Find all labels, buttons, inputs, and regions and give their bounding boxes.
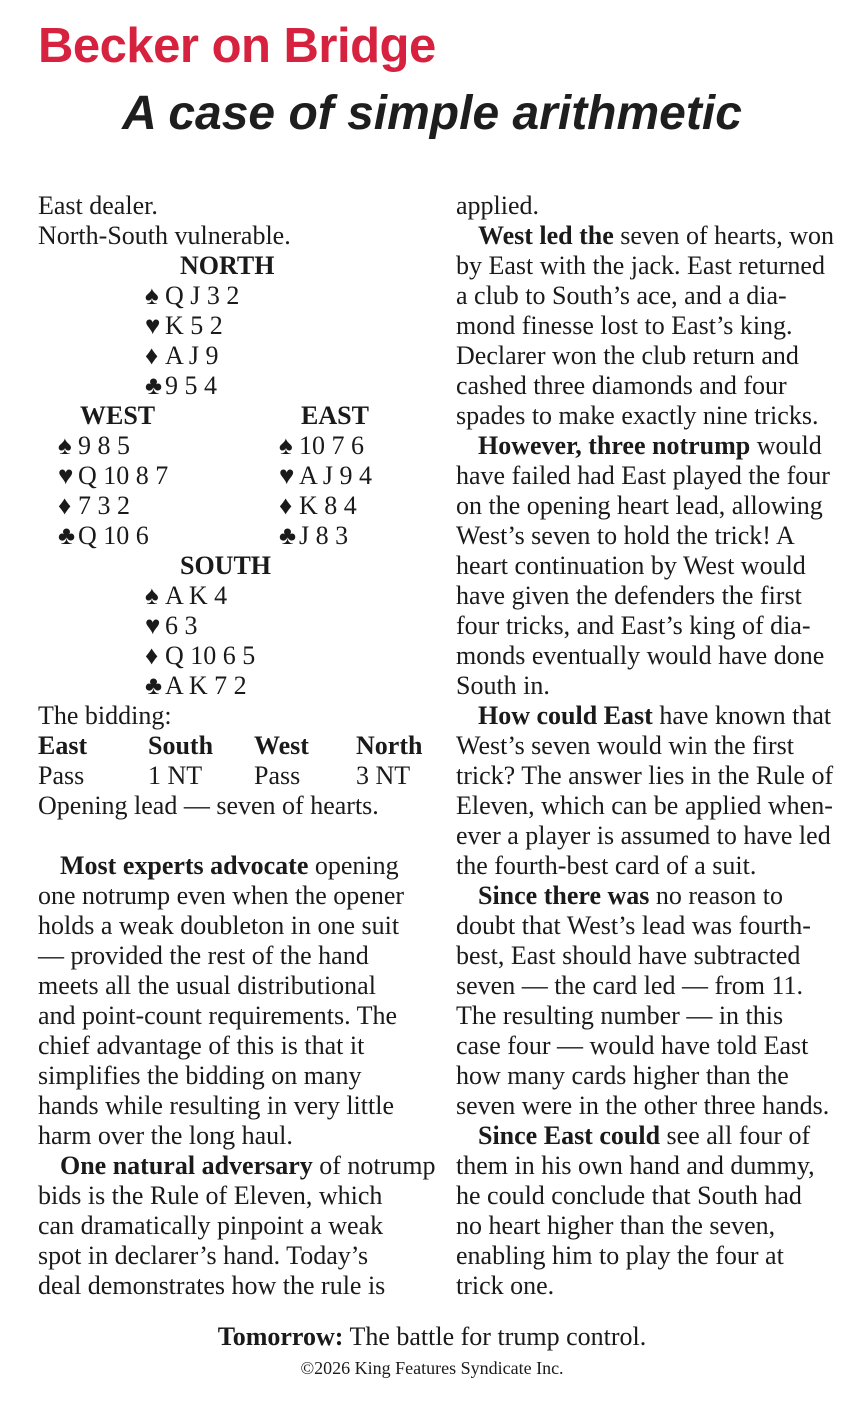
north-diamonds: A J 9 (165, 341, 219, 370)
south-label: SOUTH (180, 551, 272, 580)
club-icon: ♣ (145, 671, 163, 700)
right-column (456, 191, 844, 1301)
paragraph-text: no reason to (649, 881, 783, 910)
paragraph-line: how many cards higher than the (456, 1061, 789, 1090)
paragraph-line: case four — would have told East (456, 1031, 809, 1060)
north-spades: Q J 3 2 (165, 281, 240, 310)
paragraph-line: the fourth-best card of a suit. (456, 851, 757, 880)
paragraph-first-line (456, 221, 844, 251)
paragraph-line: hands while resulting in very little (38, 1091, 394, 1120)
paragraph-line: holds a weak doubleton in one suit (38, 911, 400, 940)
tomorrow-teaser (0, 1322, 864, 1352)
paragraph-line: chief advantage of this is that it (38, 1031, 365, 1060)
left-article-text (38, 851, 436, 1301)
east-hearts: A J 9 4 (299, 461, 372, 490)
paragraph-text: have known that (652, 701, 832, 730)
right-article-text (456, 221, 844, 1301)
heart-icon: ♥ (58, 461, 74, 490)
club-icon: ♣ (145, 371, 163, 400)
paragraph-line: cashed three diamonds and four (456, 371, 787, 400)
left-column (38, 191, 436, 1301)
paragraph-first-line (38, 851, 424, 881)
paragraph-line: them in his own hand and dummy, (456, 1151, 815, 1180)
paragraph-line: — provided the rest of the hand (38, 941, 369, 970)
west-spades: 9 8 5 (78, 431, 130, 460)
spade-icon: ♠ (58, 431, 72, 460)
east-spades: 10 7 6 (299, 431, 364, 460)
paragraph-line: West’s seven would win the first (456, 731, 795, 760)
bid-cell: 1 NT (148, 761, 203, 790)
paragraph-line: monds eventually would have done (456, 641, 825, 670)
diamond-icon: ♦ (145, 641, 159, 670)
south-clubs: A K 7 2 (165, 671, 247, 700)
paragraph-line: on the opening heart lead, allowing (456, 491, 823, 520)
paragraph-text: would (750, 431, 822, 460)
bidding-table (38, 731, 424, 791)
paragraph-line: have given the defenders the first (456, 581, 802, 610)
bidding-header: West (254, 731, 309, 760)
west-diamonds: 7 3 2 (78, 491, 130, 520)
paragraph-text: seven of hearts, won (613, 221, 834, 250)
diamond-icon: ♦ (279, 491, 293, 520)
east-label: EAST (301, 401, 369, 430)
south-spades: A K 4 (165, 581, 228, 610)
paragraph-lead: West led the (478, 221, 614, 250)
paragraph-line: The resulting number — in this (456, 1001, 784, 1030)
tomorrow-label: Tomorrow: (217, 1322, 344, 1351)
paragraph-line: seven were in the other three hands. (456, 1091, 830, 1120)
paragraph-line: four tricks, and East’s king of dia- (456, 611, 811, 640)
south-diamonds: Q 10 6 5 (165, 641, 256, 670)
heart-icon: ♥ (279, 461, 295, 490)
headline: A case of simple arithmetic (122, 87, 742, 140)
bid-cell: Pass (38, 761, 85, 790)
paragraph-line: enabling him to play the four at (456, 1241, 784, 1270)
vulnerability: North-South vulnerable. (38, 221, 291, 250)
paragraph-lead: Since there was (478, 881, 650, 910)
paragraph-line: ever a player is assumed to have led (456, 821, 831, 850)
paragraph-line: bids is the Rule of Eleven, which (38, 1181, 383, 1210)
paragraph-line: seven — the card led — from 11. (456, 971, 804, 1000)
paragraph-line: heart continuation by West would (456, 551, 806, 580)
north-hearts: K 5 2 (165, 311, 223, 340)
continuation-line: applied. (456, 191, 540, 220)
west-hand (58, 401, 168, 551)
south-hand (145, 551, 424, 701)
heart-icon: ♥ (145, 311, 161, 340)
west-clubs: Q 10 6 (78, 521, 149, 550)
paragraph-line: one notrump even when the opener (38, 881, 405, 910)
north-label: NORTH (180, 251, 275, 280)
west-label: WEST (80, 401, 156, 430)
paragraph-lead: One natural adversary (60, 1151, 313, 1180)
paragraph-first-line (456, 431, 844, 461)
paragraph-lead: Since East could (478, 1121, 661, 1150)
paragraph-line: best, East should have subtracted (456, 941, 801, 970)
paragraph-line: harm over the long haul. (38, 1121, 293, 1150)
east-clubs: J 8 3 (299, 521, 349, 550)
heart-icon: ♥ (145, 611, 161, 640)
paragraph-first-line (456, 881, 844, 911)
east-hand (279, 401, 372, 551)
paragraph-line: Eleven, which can be applied when- (456, 791, 833, 820)
paragraph-line: no heart higher than the seven, (456, 1211, 776, 1240)
west-hearts: Q 10 8 7 (78, 461, 169, 490)
paragraph-line: doubt that West’s lead was fourth- (456, 911, 811, 940)
east-west-hands (38, 401, 424, 551)
paragraph-text: of notrump (312, 1151, 436, 1180)
bid-cell: 3 NT (356, 761, 411, 790)
paragraph-line: meets all the usual distributional (38, 971, 376, 1000)
paragraph-lead: However, three notrump (478, 431, 751, 460)
south-hearts: 6 3 (165, 611, 198, 640)
dealer: East dealer. (38, 191, 158, 220)
spade-icon: ♠ (279, 431, 293, 460)
diamond-icon: ♦ (145, 341, 159, 370)
bidding-header: North (356, 731, 423, 760)
paragraph-line: trick one. (456, 1271, 555, 1300)
paragraph-text: opening (308, 851, 399, 880)
paragraph-first-line (456, 1121, 844, 1151)
paragraph-line: deal demonstrates how the rule is (38, 1271, 386, 1300)
paragraph-line: Declarer won the club return and (456, 341, 799, 370)
paragraph-first-line (456, 701, 844, 731)
club-icon: ♣ (279, 521, 297, 550)
club-icon: ♣ (58, 521, 76, 550)
paragraph-line: spades to make exactly nine tricks. (456, 401, 819, 430)
bidding-title: The bidding: (38, 701, 172, 730)
bidding-header: East (38, 731, 88, 760)
paragraph-line: have failed had East played the four (456, 461, 830, 490)
bidding-header: South (148, 731, 214, 760)
paragraph-line: can dramatically pinpoint a weak (38, 1211, 384, 1240)
paragraph-line: he could conclude that South had (456, 1181, 802, 1210)
paragraph-line: and point-count requirements. The (38, 1001, 398, 1030)
spade-icon: ♠ (145, 581, 159, 610)
paragraph-first-line (38, 1151, 436, 1181)
copyright: ©2026 King Features Syndicate Inc. (300, 1358, 564, 1378)
paragraph-line: a club to South’s ace, and a dia- (456, 281, 787, 310)
diamond-icon: ♦ (58, 491, 72, 520)
paragraph-line: mond finesse lost to East’s king. (456, 311, 793, 340)
paragraph-text: see all four of (660, 1121, 811, 1150)
north-hand (145, 251, 424, 401)
paragraph-line: simplifies the bidding on many (38, 1061, 362, 1090)
paragraph-lead: Most experts advocate (60, 851, 309, 880)
north-clubs: 9 5 4 (165, 371, 217, 400)
masthead: Becker on Bridge (38, 19, 436, 73)
bid-cell: Pass (254, 761, 301, 790)
paragraph-lead: How could East (478, 701, 653, 730)
paragraph-line: South in. (456, 671, 550, 700)
paragraph-line: West’s seven to hold the trick! A (456, 521, 795, 550)
paragraph-line: by East with the jack. East returned (456, 251, 825, 280)
spade-icon: ♠ (145, 281, 159, 310)
east-diamonds: K 8 4 (299, 491, 357, 520)
paragraph-line: trick? The answer lies in the Rule of (456, 761, 834, 790)
opening-lead: Opening lead — seven of hearts. (38, 791, 379, 820)
paragraph-line: spot in declarer’s hand. Today’s (38, 1241, 369, 1270)
tomorrow-text: The battle for trump control. (343, 1322, 647, 1351)
